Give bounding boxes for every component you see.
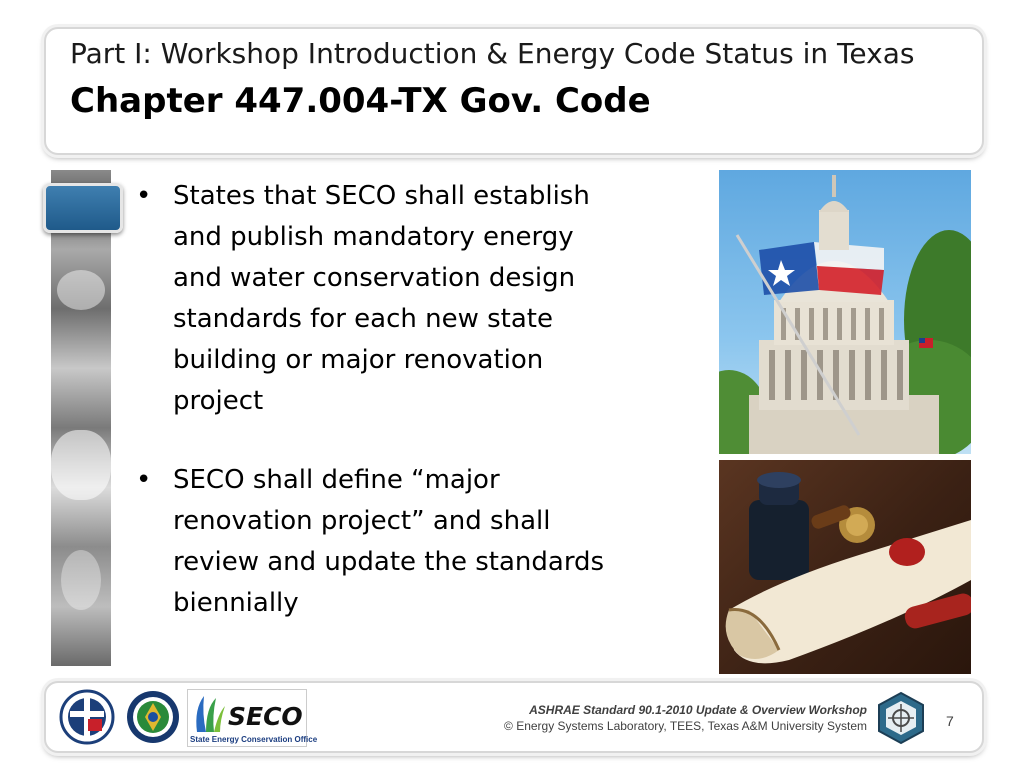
- seco-logo: [187, 689, 318, 747]
- bullet-marker: •: [136, 181, 152, 211]
- accent-tab: [43, 183, 123, 233]
- bullet-item: [130, 176, 620, 422]
- seco-caption: State Energy Conservation Office: [190, 735, 318, 744]
- decorative-sky-strip: [51, 170, 111, 666]
- slide-title: Chapter 447.004-TX Gov. Code: [70, 81, 651, 121]
- title-box: [44, 27, 984, 155]
- footer-workshop-title: ASHRAE Standard 90.1-2010 Update & Overview Workshop: [529, 703, 867, 717]
- scroll-and-seal-photo: [719, 460, 971, 674]
- footer-copyright: © Energy Systems Laboratory, TEES, Texas A&M University System: [504, 719, 867, 733]
- esl-logo-icon: [876, 691, 926, 745]
- seco-leaf-icon: [192, 694, 226, 734]
- bullet-text: States that SECO shall establish and publish mandatory energy and water conservation design standards for each new state building or major renovation project: [173, 181, 590, 416]
- page-number: 7: [946, 713, 954, 729]
- texas-capitol-photo: [719, 170, 971, 454]
- seco-wordmark: SECO: [228, 702, 303, 731]
- bullet-marker: •: [136, 465, 152, 495]
- bullet-item: [130, 460, 620, 624]
- doe-eere-seal-icon: [58, 689, 116, 745]
- bullet-text: SECO shall define “major renovation project” and shall review and update the standards biennially: [173, 465, 605, 618]
- slide-subtitle: Part I: Workshop Introduction & Energy Code Status in Texas: [70, 37, 915, 70]
- footer-bar: [44, 681, 984, 753]
- bullet-list: [130, 176, 620, 662]
- doe-seal-icon: [124, 689, 182, 745]
